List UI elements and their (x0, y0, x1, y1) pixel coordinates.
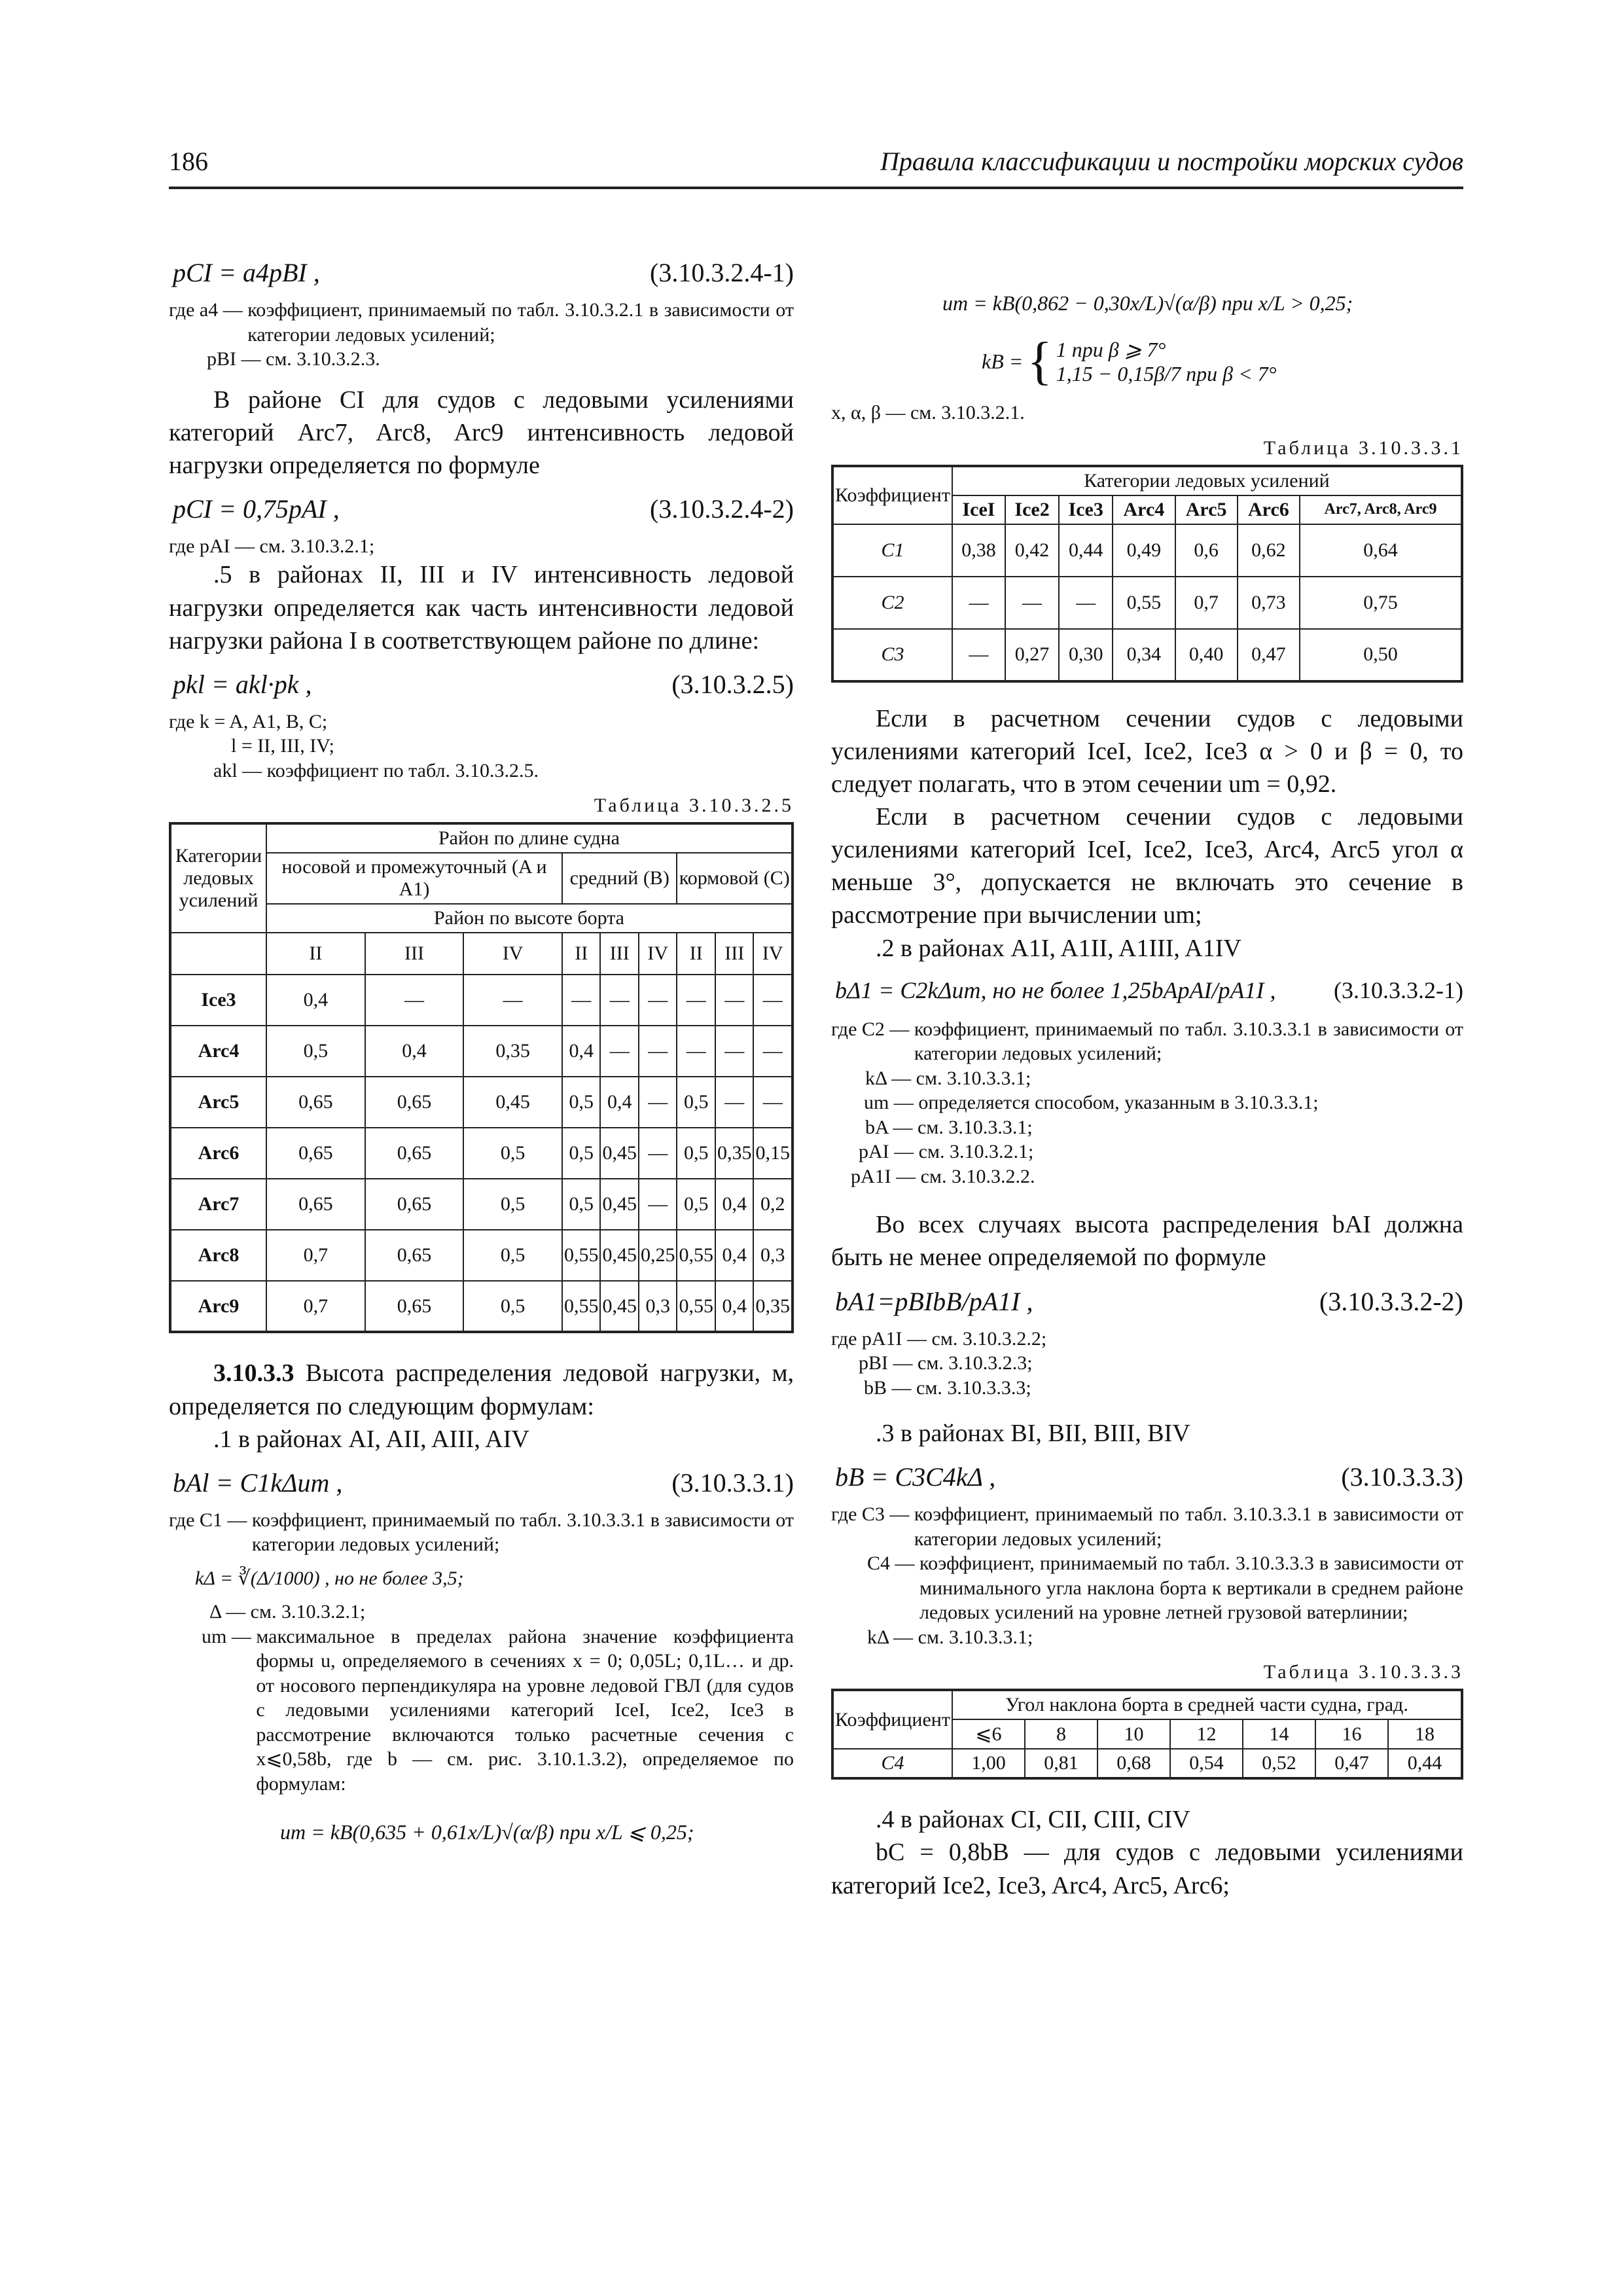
table-cell: 0,35 (715, 1128, 754, 1179)
paragraph: .1 в районах AI, AII, AIII, AIV (213, 1425, 529, 1453)
formula-number: (3.10.3.3.2-1) (1334, 977, 1463, 1003)
header-length-region: Район по длине судна (266, 823, 793, 853)
def-value: см. 3.10.3.3.3; (916, 1376, 1031, 1399)
table-cell: 0,35 (463, 1026, 562, 1077)
def-key: где a4 — (169, 299, 243, 321)
paragraph: Если в расчетном сечении судов с ледовыми усилениями категорий IceI, Ice2, Ice3, Arc4, Arc5 угол α меньше 3°, допускается не включать это сечение в рассмотрение при вычислении um; (831, 802, 1463, 929)
table-cell: 0,65 (365, 1128, 464, 1179)
table-cell: 0,7 (266, 1281, 365, 1332)
header-forward: носовой и промежуточный (A и A1) (266, 853, 562, 904)
table-cell: 0,47 (1315, 1749, 1388, 1778)
col-header: Arc4 (1113, 495, 1175, 524)
table-row (170, 1128, 793, 1179)
table-cell: 0,4 (266, 975, 365, 1026)
def-key: pBI — (859, 1352, 913, 1374)
formula-expression: bA1=pBIbB/pA1I , (835, 1286, 1033, 1316)
table-cell: 0,5 (677, 1179, 715, 1230)
table-cell: 0,45 (463, 1077, 562, 1128)
running-title: Правила классификации и постройки морских судов (880, 147, 1463, 176)
paragraph: .4 в районах CI, CII, CIII, CIV (876, 1806, 1190, 1834)
def-value: коэффициент, принимаемый по табл. 3.10.3.3.1 в зависимости от категории ледовых усилений; (914, 1503, 1463, 1550)
def-value: см. 3.10.3.3.1; (916, 1067, 1031, 1089)
def-line: где k = A, A1, B, C; (169, 710, 328, 732)
row-label: C4 (832, 1749, 952, 1778)
formula-definitions (169, 298, 794, 372)
header-angle: Угол наклона борта в средней части судна, град. (952, 1690, 1462, 1719)
def-key: Δ — (209, 1601, 246, 1623)
table-cell: 0,4 (562, 1026, 601, 1077)
table-cell: 0,55 (562, 1281, 601, 1332)
paragraph: .2 в районах A1I, A1II, A1III, A1IV (876, 934, 1241, 962)
table-cell: 0,65 (266, 1179, 365, 1230)
subcol: IV (753, 933, 793, 975)
table-cell: 0,5 (677, 1128, 715, 1179)
header-middle: средний (B) (562, 853, 677, 904)
table-cell: — (753, 1026, 793, 1077)
table-cell: 0,5 (463, 1128, 562, 1179)
table-cell: 0,73 (1238, 577, 1300, 629)
kb-lhs: kB = (982, 349, 1024, 373)
table-cell: 0,4 (715, 1281, 754, 1332)
table-cell: — (600, 975, 639, 1026)
section-text: Высота распределения ледовой нагрузки, м, определяется по следующим формулам: (169, 1359, 794, 1420)
formula-3-10-3-2-5 (169, 669, 794, 706)
page-number: 186 (169, 147, 208, 176)
formula-expression: pCI = 0,75pAI , (173, 493, 340, 524)
paragraph: Если в расчетном сечении судов с ледовыми усилениями категорий IceI, Ice2, Ice3 α > 0 и β = 0, то следует полагать, что в этом сечении um = 0,92. (831, 704, 1463, 798)
formula-number: (3.10.3.3.3) (1341, 1462, 1463, 1492)
paragraph (169, 1357, 794, 1422)
formula-3-10-3-3-3 (831, 1462, 1463, 1498)
table-cell: 0,5 (463, 1230, 562, 1281)
table-cell: 0,50 (1300, 629, 1462, 681)
kb-case-1: 1 при β ⩾ 7° (1056, 337, 1166, 361)
table-cell: 0,40 (1175, 629, 1238, 681)
table-cell: 0,3 (639, 1281, 677, 1332)
row-category: Arc6 (170, 1128, 266, 1179)
table-cell: 0,4 (715, 1179, 754, 1230)
formula-expression: pkl = akl·pk , (173, 669, 312, 699)
table-cell: — (715, 1077, 754, 1128)
table-cell: 0,65 (266, 1077, 365, 1128)
table-cell: 0,45 (600, 1281, 639, 1332)
table-cell: 0,5 (266, 1026, 365, 1077)
paragraph: .5 в районах II, III и IV интенсивность ледовой нагрузки определяется как часть интенсивности ледовой нагрузки района I в соответствующем районе по длине: (169, 561, 794, 655)
table-cell: 0,52 (1243, 1749, 1315, 1778)
kb-formula (831, 332, 1463, 390)
formula-3-10-3-3-2-1 (831, 977, 1463, 1013)
table-cell: — (715, 975, 754, 1026)
table-cell: — (365, 975, 464, 1026)
table-cell: — (677, 975, 715, 1026)
row-category: Arc9 (170, 1281, 266, 1332)
formula-3-10-3-3-1 (169, 1467, 794, 1504)
subcol: III (365, 933, 464, 975)
table-cell: 0,65 (365, 1230, 464, 1281)
header-coefficient: Коэффициент (832, 466, 952, 524)
table-cell: — (562, 975, 601, 1026)
table-cell: — (639, 975, 677, 1026)
table-cell: 0,75 (1300, 577, 1462, 629)
row-category: Ice3 (170, 975, 266, 1026)
formula-number: (3.10.3.2.4-1) (650, 258, 794, 287)
def-line: akl — коэффициент по табл. 3.10.3.2.5. (213, 759, 539, 781)
header-height-region: Район по высоте борта (266, 904, 793, 933)
def-key: bA — (865, 1116, 913, 1138)
col-header: ⩽6 (952, 1719, 1025, 1749)
table-cell: 0,65 (365, 1281, 464, 1332)
def-key: kΔ — (865, 1067, 912, 1089)
formula-3-10-3-2-4-1 (169, 257, 794, 294)
table-body (832, 524, 1462, 681)
def-key: pBI — (207, 348, 261, 370)
def-line: l = II, III, IV; (231, 735, 334, 757)
table-caption: Таблица 3.10.3.2.5 (594, 795, 794, 817)
def-value: см. 3.10.3.2.1; (250, 1601, 366, 1623)
row-category: Arc5 (170, 1077, 266, 1128)
col-header: 10 (1097, 1719, 1170, 1749)
table-cell: — (639, 1179, 677, 1230)
table-cell: 0,65 (365, 1179, 464, 1230)
table-cell: 0,55 (677, 1281, 715, 1332)
def-value: см. 3.10.3.2.3; (918, 1352, 1033, 1374)
subcol: II (266, 933, 365, 975)
def-value: см. 3.10.3.2.3. (266, 348, 380, 370)
table-cell: 0,27 (1005, 629, 1059, 681)
def-key: kΔ — (867, 1626, 914, 1648)
table-cell: 0,54 (1170, 1749, 1243, 1778)
def-key: где pA1I — (831, 1327, 927, 1350)
formula-definitions (831, 1017, 1463, 1189)
subcol: II (562, 933, 601, 975)
formula-definitions (831, 1327, 1463, 1401)
formula-number: (3.10.3.2.5) (671, 669, 794, 699)
def-key: где C3 — (831, 1503, 910, 1526)
table-3-10-3-3-1 (831, 465, 1463, 683)
table-row (832, 629, 1462, 681)
table-cell: 0,55 (1113, 577, 1175, 629)
def-value: см. 3.10.3.3.1; (918, 1626, 1033, 1648)
formula-expression: bB = C3C4kΔ , (835, 1462, 996, 1492)
col-header: 8 (1025, 1719, 1097, 1749)
table-row (832, 577, 1462, 629)
table-cell: 0,5 (463, 1179, 562, 1230)
table-cell: 0,55 (562, 1230, 601, 1281)
def-key: um — (202, 1625, 251, 1647)
table-cell: 0,7 (266, 1230, 365, 1281)
formula-definitions (831, 1502, 1463, 1649)
table-caption: Таблица 3.10.3.3.1 (1263, 437, 1463, 459)
table-cell: 0,38 (952, 524, 1005, 577)
def-key: где C2 — (831, 1018, 910, 1040)
def-value: определяется способом, указанным в 3.10.3.3.1; (918, 1092, 1319, 1114)
table-cell: 0,25 (639, 1230, 677, 1281)
table-cell: 0,34 (1113, 629, 1175, 681)
table-cell: 0,55 (677, 1230, 715, 1281)
table-cell: — (677, 1026, 715, 1077)
formula-3-10-3-2-4-2 (169, 493, 794, 530)
table-cell: 0,81 (1025, 1749, 1097, 1778)
table-cell: 0,7 (1175, 577, 1238, 629)
table-cell: 0,4 (365, 1026, 464, 1077)
table-caption: Таблица 3.10.3.3.3 (1263, 1661, 1463, 1683)
table-cell: 0,68 (1097, 1749, 1170, 1778)
kb-case-2: 1,15 − 0,15β/7 при β < 7° (1056, 361, 1277, 386)
table-cell: 0,4 (715, 1230, 754, 1281)
def-key: где C1 — (169, 1509, 247, 1531)
def-key: pA1I — (851, 1165, 916, 1187)
header-aft: кормовой (C) (677, 853, 793, 904)
table-cell: 1,00 (952, 1749, 1025, 1778)
table-cell: 0,30 (1059, 629, 1113, 681)
table-cell: 0,35 (753, 1281, 793, 1332)
def-value: коэффициент, принимаемый по табл. 3.10.3.3.3 в зависимости от минимального угла наклона борта к вертикали в среднем районе ледовых усилений на уровне летней грузовой ватерлинии; (919, 1552, 1463, 1624)
def-value: коэффициент, принимаемый по табл. 3.10.3.3.1 в зависимости от категории ледовых усилений; (251, 1509, 794, 1556)
formula-definition: где pAI — см. 3.10.3.2.1; (169, 535, 375, 557)
paragraph: bC = 0,8bB — для судов с ледовыми усилениями категорий Ice2, Ice3, Arc4, Arc5, Arc6; (831, 1839, 1463, 1899)
table-cell: — (639, 1128, 677, 1179)
table-cell: — (600, 1026, 639, 1077)
table-cell: — (753, 975, 793, 1026)
table-cell: 0,5 (463, 1281, 562, 1332)
table-row (170, 1230, 793, 1281)
table-cell: 0,49 (1113, 524, 1175, 577)
col-header: 14 (1243, 1719, 1315, 1749)
table-cell: — (753, 1077, 793, 1128)
table-row (170, 1077, 793, 1128)
table-cell: — (1005, 577, 1059, 629)
table-cell: 0,5 (562, 1179, 601, 1230)
def-key: um — (864, 1092, 914, 1114)
table-cell: — (1059, 577, 1113, 629)
formula-definitions (169, 1508, 794, 1797)
table-cell: 0,5 (562, 1128, 601, 1179)
formula-number: (3.10.3.3.2-2) (1319, 1286, 1463, 1316)
table-3-10-3-3-3 (831, 1689, 1463, 1780)
subcol: III (715, 933, 754, 975)
paragraph: В районе CI для судов с ледовыми усилениями категорий Arc7, Arc8, Arc9 интенсивность ледовой нагрузки определяется по формуле (169, 386, 794, 479)
row-category: Arc4 (170, 1026, 266, 1077)
subcol: IV (639, 933, 677, 975)
table-cell: — (952, 629, 1005, 681)
def-key: C4 — (867, 1552, 915, 1575)
table-row (170, 1026, 793, 1077)
table-cell: 0,65 (365, 1077, 464, 1128)
table-cell: 0,5 (562, 1077, 601, 1128)
table-cell: 0,4 (600, 1077, 639, 1128)
def-key: pAI — (859, 1141, 914, 1163)
kdelta-formula: kΔ = ∛(Δ/1000) , но не более 3,5; (195, 1567, 464, 1589)
table-cell: 0,45 (600, 1128, 639, 1179)
table-cell: 0,47 (1238, 629, 1300, 681)
brace: { (1027, 332, 1052, 390)
table-cell: 0,15 (753, 1128, 793, 1179)
table-cell: — (463, 975, 562, 1026)
col-header: Arc5 (1175, 495, 1238, 524)
left-column (169, 245, 794, 1844)
um-formula-1: um = kB(0,635 + 0,61x/L)√(α/β) при x/L ⩽ 0,25; (280, 1820, 694, 1844)
table-cell: 0,64 (1300, 524, 1462, 577)
col-header: Ice2 (1005, 495, 1059, 524)
table-cell: — (639, 1026, 677, 1077)
page-header (169, 141, 1463, 189)
def-key: bB — (864, 1376, 912, 1399)
col-header: Arc6 (1238, 495, 1300, 524)
table-row (832, 524, 1462, 577)
formula-3-10-3-3-2-2 (831, 1286, 1463, 1323)
col-header: 12 (1170, 1719, 1243, 1749)
header-coefficient: Коэффициент (832, 1690, 952, 1749)
table-cell: 0,5 (677, 1077, 715, 1128)
paragraph: .3 в районах BI, BII, BIII, BIV (876, 1420, 1190, 1448)
table-cell: 0,65 (266, 1128, 365, 1179)
table-cell: 0,45 (600, 1179, 639, 1230)
def-value: см. 3.10.3.2.2. (920, 1165, 1035, 1187)
subcol: III (600, 933, 639, 975)
row-category: Arc8 (170, 1230, 266, 1281)
def-value: коэффициент, принимаемый по табл. 3.10.3.3.1 в зависимости от категории ледовых усилений; (914, 1018, 1463, 1065)
col-header: Arc7, Arc8, Arc9 (1300, 495, 1462, 524)
row-category: Arc7 (170, 1179, 266, 1230)
formula-number: (3.10.3.2.4-2) (650, 493, 794, 524)
formula-expression: bΔ1 = C2kΔum, но не более 1,25bApAI/pA1I , (835, 977, 1276, 1003)
table-cell: — (715, 1026, 754, 1077)
table-cell: 0,62 (1238, 524, 1300, 577)
section-number: 3.10.3.3 (213, 1359, 294, 1388)
right-column (831, 245, 1463, 1902)
formula-number: (3.10.3.3.1) (671, 1467, 794, 1498)
table-cell: 0,44 (1388, 1749, 1462, 1778)
kb-cases (1056, 337, 1277, 386)
col-header: 18 (1388, 1719, 1462, 1749)
header-categories: Категории ледовых усилений (952, 466, 1462, 495)
col-header: IceI (952, 495, 1005, 524)
row-label: C2 (832, 577, 952, 629)
formula-expression: pCI = a4pBI , (173, 258, 320, 287)
col-header: Ice3 (1059, 495, 1113, 524)
table-cell: — (639, 1077, 677, 1128)
table-cell: 0,42 (1005, 524, 1059, 577)
table-row (170, 1179, 793, 1230)
table-cell: 0,45 (600, 1230, 639, 1281)
def-value: см. 3.10.3.2.2; (931, 1327, 1047, 1350)
table-body (170, 975, 793, 1332)
table-3-10-3-2-5 (169, 822, 794, 1333)
table-row (170, 975, 793, 1026)
um-formula-2: um = kB(0,862 − 0,30x/L)√(α/β) при x/L > 0,25; (942, 291, 1353, 315)
def-value: максимальное в пределах района значение коэффициента формы u, определяемого в сечениях x = 0; 0,05L; 0,1L… и др. от носового перпендикуляра на уровне ледовой ГВЛ (для судов с ледовыми усилениями категорий IceI, Ice2, Ice3 в рассмотрение включаются только расчетные сечения с x⩽0,58b, где b — см. рис. 3.10.1.3.2), определяемое по формулам: (256, 1625, 794, 1795)
table-cell: 0,2 (753, 1179, 793, 1230)
table-row (170, 1281, 793, 1332)
row-label: C1 (832, 524, 952, 577)
def-value: см. 3.10.3.3.1; (918, 1116, 1033, 1138)
def-value: см. 3.10.3.2.1; (918, 1141, 1034, 1163)
table-cell: — (952, 577, 1005, 629)
subcol: II (677, 933, 715, 975)
header-categories: Категории ледовых усилений (170, 823, 266, 933)
subcol: IV (463, 933, 562, 975)
row-label: C3 (832, 629, 952, 681)
def-value: коэффициент, принимаемый по табл. 3.10.3.2.1 в зависимости от категории ледовых усилений; (247, 299, 794, 346)
table-cell: 0,6 (1175, 524, 1238, 577)
formula-definitions (169, 709, 794, 783)
definition: x, α, β — см. 3.10.3.2.1. (831, 402, 1025, 423)
paragraph: Во всех случаях высота распределения bAI должна быть не менее определяемой по формуле (831, 1211, 1463, 1272)
col-header: 16 (1315, 1719, 1388, 1749)
table-cell: 0,3 (753, 1230, 793, 1281)
table-cell: 0,44 (1059, 524, 1113, 577)
formula-expression: bAl = C1kΔum , (173, 1467, 343, 1498)
